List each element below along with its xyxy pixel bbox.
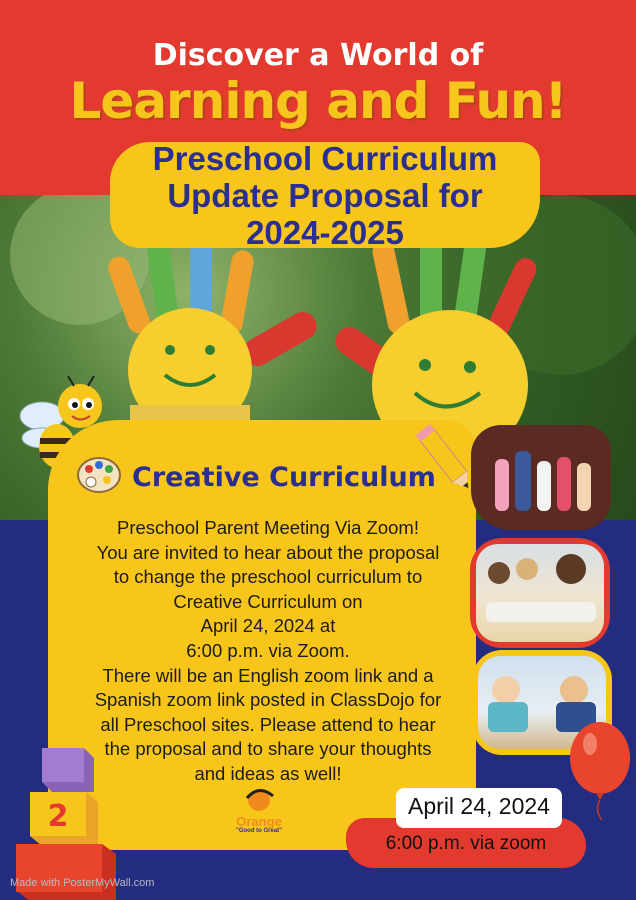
headline-line-1: Discover a World of bbox=[152, 38, 484, 73]
body-line: 6:00 p.m. via Zoom. bbox=[186, 639, 350, 661]
body-line: Spanish zoom link posted in ClassDojo for bbox=[94, 689, 442, 711]
subtitle-line: 2024-2025 bbox=[246, 214, 404, 251]
watermark: Made with PosterMyWall.com bbox=[10, 877, 155, 889]
logo-tagline: "Good to Great" bbox=[235, 828, 283, 834]
headline-line-2: Learning and Fun! bbox=[69, 72, 567, 130]
body-line: Creative Curriculum on bbox=[173, 590, 363, 612]
body-line: There will be an English zoom link and a bbox=[102, 664, 434, 686]
photo-kids-drawing bbox=[470, 538, 610, 648]
subtitle-line: Update Proposal for bbox=[167, 177, 483, 214]
photo-kids-running bbox=[471, 425, 611, 530]
body-line: April 24, 2024 at bbox=[200, 615, 336, 637]
balloon-icon bbox=[566, 720, 634, 820]
body-text bbox=[58, 516, 478, 787]
section-heading: Creative Curriculum bbox=[132, 462, 436, 493]
body-line: the proposal and to share your thoughts bbox=[104, 738, 432, 760]
palette-icon bbox=[76, 455, 122, 495]
body-line: to change the preschool curriculum to bbox=[113, 566, 423, 588]
body-line: all Preschool sites. Please attend to hear bbox=[100, 713, 436, 735]
body-line: and ideas as well! bbox=[194, 762, 342, 784]
event-time: 6:00 p.m. via zoom bbox=[385, 833, 547, 854]
body-line: You are invited to hear about the proposal bbox=[96, 541, 440, 563]
pencil-icon bbox=[410, 418, 480, 498]
orange-logo-icon bbox=[239, 786, 279, 812]
subtitle-line: Preschool Curriculum bbox=[152, 140, 498, 177]
event-date: April 24, 2024 bbox=[408, 793, 550, 819]
logo-name: Orange bbox=[236, 814, 282, 829]
block-number: 2 bbox=[47, 799, 69, 834]
body-line: Preschool Parent Meeting Via Zoom! bbox=[117, 517, 419, 538]
subtitle bbox=[110, 140, 540, 251]
toy-blocks-icon bbox=[12, 740, 120, 900]
orange-logo bbox=[228, 786, 290, 846]
